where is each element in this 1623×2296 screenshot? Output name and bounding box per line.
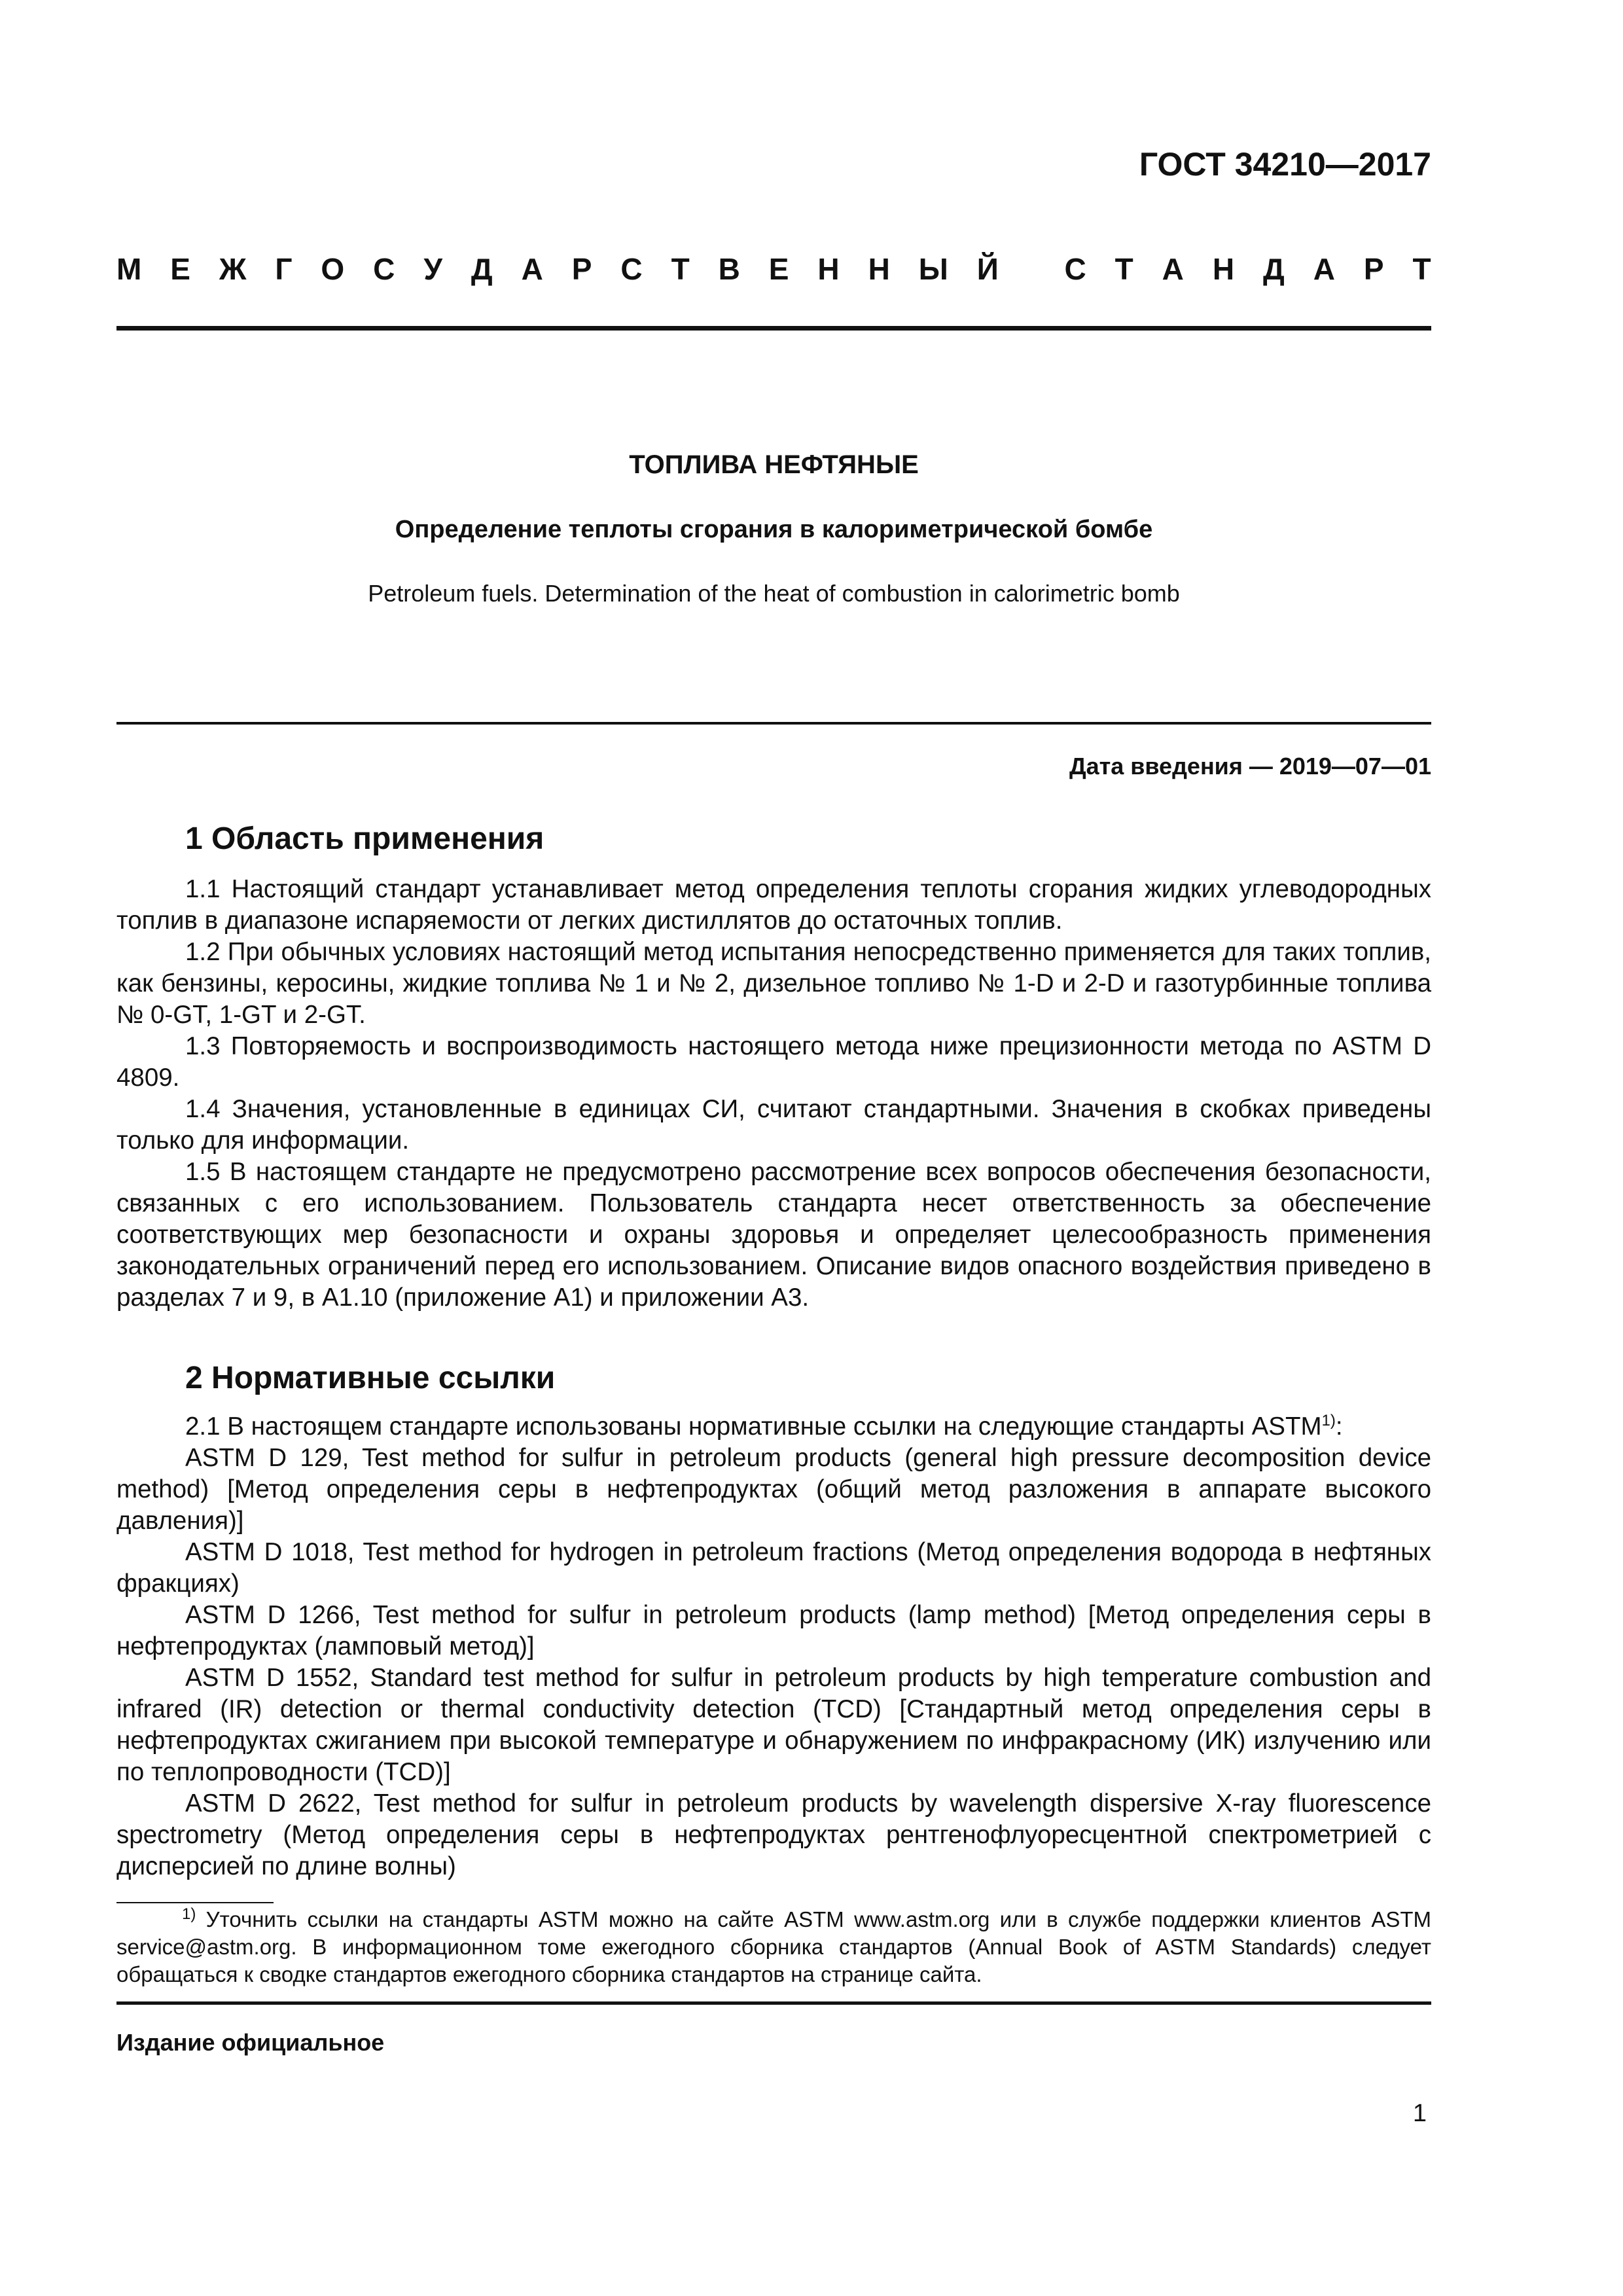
- section-1-heading: 1 Область применения: [185, 821, 544, 856]
- reference-astm-d1266: ASTM D 1266, Test method for sulfur in petroleum products (lamp method) [Метод определения серы в нефтепродуктах (ламповый метод)]: [116, 1601, 1431, 1660]
- paragraph-1-3: 1.3 Повторяемость и воспроизводимость настоящего метода ниже прецизионности метода по ASTM D 4809.: [116, 1032, 1431, 1092]
- section-2-body: [116, 1411, 1431, 1882]
- band-letter: А: [1162, 252, 1184, 286]
- band-letter: Н: [817, 252, 840, 286]
- paragraph-1-2: 1.2 При обычных условиях настоящий метод испытания непосредственно применяется для таких топлив, как бензины, керосины, жидкие топлива № 1 и № 2, дизельное топливо № 1-D и 2-D и газотурбинные топлива № 0-GT, 1-GT и 2-GT.: [116, 938, 1431, 1029]
- band-letter: [1027, 251, 1036, 287]
- band-letter: Р: [1363, 252, 1384, 286]
- band-letter: Ы: [918, 252, 948, 286]
- band-letter: В: [718, 252, 740, 286]
- band-letter: Т: [671, 252, 690, 286]
- reference-astm-d1552: ASTM D 1552, Standard test method for sulfur in petroleum products by high temperature combustion and infrared (IR) detection or thermal conductivity detection (TCD) [Стандартный метод определения серы в нефтепродуктах сжиганием при высокой температуре и обнаружением по инфракрасному (ИК) излучению или по теплопроводности (TCD)]: [116, 1664, 1431, 1786]
- band-letter: Д: [471, 252, 493, 286]
- edition-label: Издание официальное: [116, 2029, 385, 2056]
- document-subtitle: Определение теплоты сгорания в калориметрической бомбе: [395, 516, 1153, 543]
- document-number: ГОСТ 34210—2017: [1139, 146, 1431, 183]
- band-letter: Е: [170, 252, 190, 286]
- document-title: ТОПЛИВА НЕФТЯНЫЕ: [629, 450, 919, 479]
- paragraph-2-1-text: 2.1 В настоящем стандарте использованы нормативные ссылки на следующие стандарты ASTM: [185, 1412, 1322, 1441]
- band-letter: Е: [768, 252, 789, 286]
- band-letter: С: [620, 252, 643, 286]
- header-rule: [116, 326, 1431, 331]
- band-letter: Р: [571, 252, 592, 286]
- band-letter: Д: [1263, 252, 1285, 286]
- band-letter: С: [1064, 252, 1086, 286]
- band-letter: А: [1313, 252, 1335, 286]
- paragraph-1-1: 1.1 Настоящий стандарт устанавливает метод определения теплоты сгорания жидких углеводородных топлив в диапазоне испаряемости от легких дистиллятов до остаточных топлив.: [116, 875, 1431, 935]
- footnote: [116, 1906, 1431, 1988]
- paragraph-2-1-end: :: [1335, 1412, 1343, 1441]
- band-letter: С: [373, 252, 395, 286]
- band-letter: М: [116, 252, 142, 286]
- reference-astm-d2622: ASTM D 2622, Test method for sulfur in petroleum products by wavelength dispersive X-ray fluorescence spectrometry (Метод определения серы в нефтепродуктах рентгенофлуоресцентной спектрометрией с дисперсией по длине волны): [116, 1789, 1431, 1880]
- footer-rule: [116, 2001, 1431, 2005]
- footnote-text: [116, 1906, 1431, 1988]
- section-2-heading: 2 Нормативные ссылки: [185, 1361, 556, 1395]
- english-title: Petroleum fuels. Determination of the heat of combustion in calorimetric bomb: [368, 580, 1180, 607]
- band-letter: У: [423, 252, 442, 286]
- band-letter: Й: [976, 252, 999, 286]
- footnote-reference: 1): [1321, 1412, 1336, 1430]
- band-letter: Г: [275, 252, 293, 286]
- footnote-separator: [116, 1902, 274, 1903]
- standard-type-band: [116, 251, 1431, 287]
- band-letter: Н: [1212, 252, 1235, 286]
- band-letter: А: [521, 252, 543, 286]
- paragraph-1-4: 1.4 Значения, установленные в единицах СИ, считают стандартными. Значения в скобках приведены только для информации.: [116, 1095, 1431, 1155]
- paragraph-1-5: 1.5 В настоящем стандарте не предусмотрено рассмотрение всех вопросов обеспечения безопасности, связанных с его использованием. Пользователь стандарта несет ответственность за обеспечение соответствующих мер безопасности и охраны здоровья и определяет целесообразность применения законодательных ограничений перед его использованием. Описание видов опасного воздействия приведено в разделах 7 и 9, в A1.10 (приложение А1) и приложении А3.: [116, 1158, 1431, 1312]
- band-letter: Н: [868, 252, 890, 286]
- footnote-body: Уточнить ссылки на стандарты ASTM можно на сайте ASTM www.astm.org или в службе поддержки клиентов ASTM service@astm.org. В информационном томе ежегодного сборника стандартов (Annual Book of ASTM Standards) следует обращаться к сводке стандартов ежегодного сборника стандартов на странице сайта.: [116, 1907, 1431, 1986]
- band-letter: О: [321, 252, 345, 286]
- title-rule: [116, 722, 1431, 725]
- reference-astm-d1018: ASTM D 1018, Test method for hydrogen in petroleum fractions (Метод определения водорода в нефтяных фракциях): [116, 1538, 1431, 1598]
- introduction-date: Дата введения — 2019—07—01: [1069, 753, 1431, 780]
- band-letter: Т: [1412, 252, 1431, 286]
- footnote-marker: 1): [182, 1905, 196, 1923]
- paragraph-2-1: [116, 1411, 1431, 1443]
- page-number: 1: [1412, 2100, 1427, 2127]
- band-letter: Ж: [219, 252, 247, 286]
- reference-astm-d129: ASTM D 129, Test method for sulfur in petroleum products (general high pressure decomposition device method) [Метод определения серы в нефтепродуктах (общий метод разложения в аппарате высокого давления)]: [116, 1444, 1431, 1535]
- section-1-body: [116, 874, 1431, 1314]
- band-letter: Т: [1115, 252, 1133, 286]
